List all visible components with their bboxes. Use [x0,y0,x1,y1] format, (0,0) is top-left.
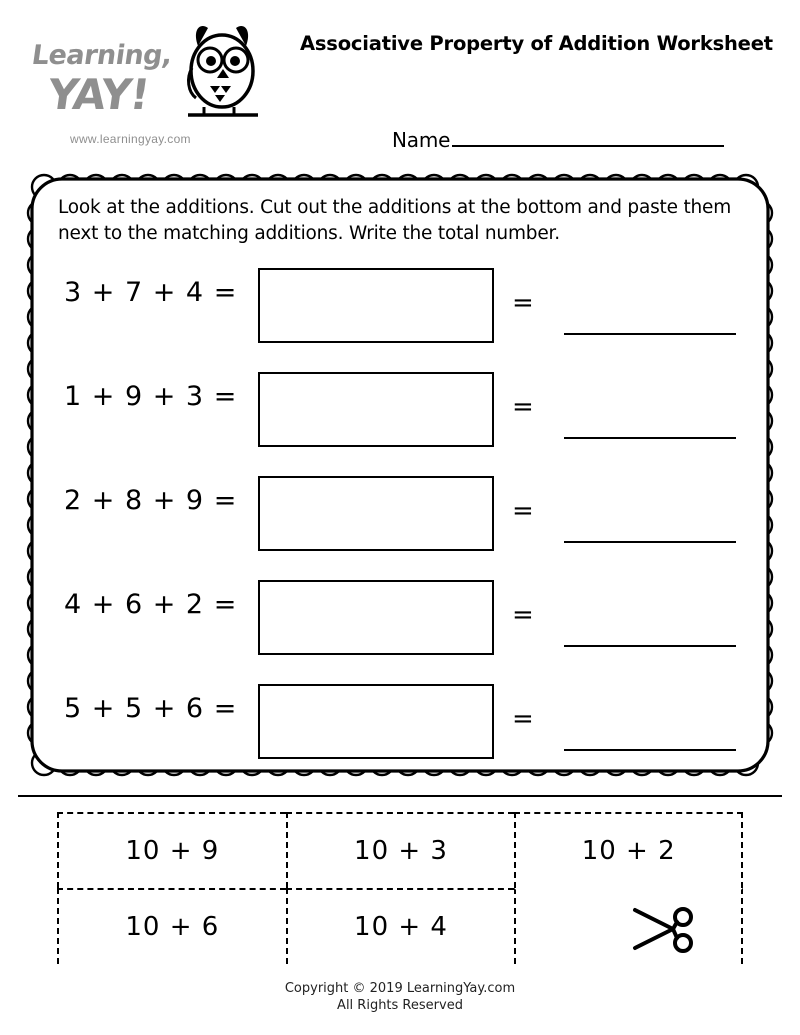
paste-box[interactable] [258,580,494,655]
logo [26,12,276,152]
total-answer-line[interactable] [564,749,736,751]
paste-box[interactable] [258,268,494,343]
equals-sign: = [512,496,534,526]
scissors-icon [629,902,699,958]
instructions-text: Look at the additions. Cut out the additions at the bottom and paste them next to the matching additions. Write the total number. [58,197,732,244]
problem-row [44,463,756,567]
page-footer [0,980,800,1014]
equals-sign: = [512,392,534,422]
total-answer-line[interactable] [564,645,736,647]
logo-text-yay: YAY! [44,70,152,119]
problem-row [44,359,756,463]
logo-text-learning: Learning, [29,40,175,71]
paste-box[interactable] [258,476,494,551]
copyright-text: Copyright © 2019 LearningYay.com [284,981,516,996]
cutout-table [57,812,743,964]
name-input-line[interactable] [452,129,724,147]
equals-sign: = [512,600,534,630]
total-answer-line[interactable] [564,437,736,439]
equals-sign: = [512,288,534,318]
cutout-row [57,812,743,888]
problem-expression: 5 + 5 + 6 = [64,693,238,724]
problem-row [44,671,756,775]
name-label: Name [392,128,451,152]
name-field-row [392,128,724,152]
exercise-area [44,183,756,773]
problem-list [44,255,756,775]
section-divider [18,795,782,797]
owl-icon [176,16,271,121]
problem-expression: 1 + 9 + 3 = [64,381,238,412]
equals-sign: = [512,704,534,734]
page-header [0,0,800,165]
cutout-card[interactable]: 10 + 6 [57,888,286,964]
total-answer-line[interactable] [564,541,736,543]
page-title: Associative Property of Addition Worksheet [300,32,773,55]
cutout-card[interactable]: 10 + 3 [286,812,515,888]
problem-expression: 3 + 7 + 4 = [64,277,238,308]
total-answer-line[interactable] [564,333,736,335]
problem-expression: 4 + 6 + 2 = [64,589,238,620]
problem-row [44,255,756,359]
cutout-card[interactable]: 10 + 2 [514,812,743,888]
problem-expression: 2 + 8 + 9 = [64,485,238,516]
rights-text: All Rights Reserved [337,998,463,1013]
problem-row [44,567,756,671]
logo-website-url: www.learningyay.com [70,132,191,146]
cutout-card[interactable]: 10 + 9 [57,812,286,888]
paste-box[interactable] [258,684,494,759]
cutout-card[interactable]: 10 + 4 [286,888,515,964]
paste-box[interactable] [258,372,494,447]
